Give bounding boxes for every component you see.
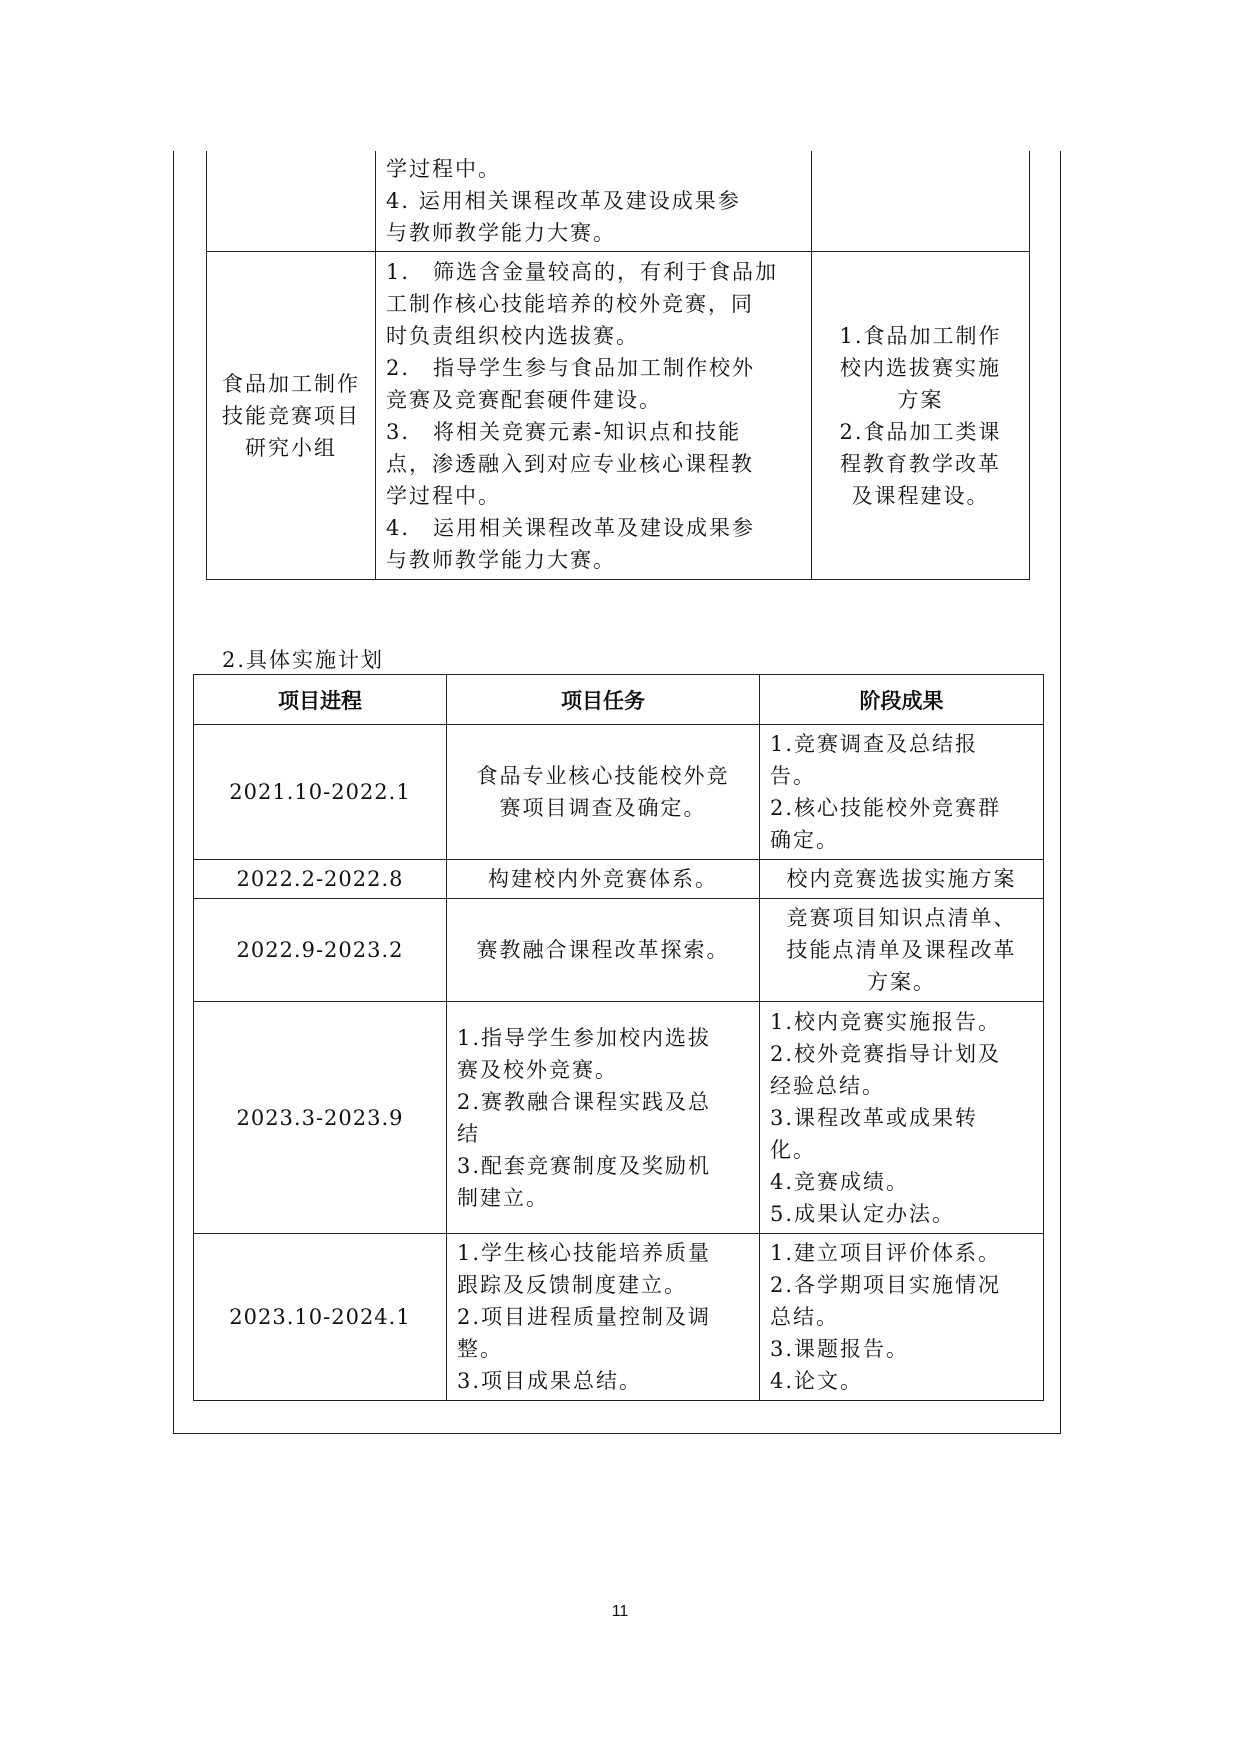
text-line: 1.校内竞赛实施报告。 — [770, 1009, 1002, 1034]
text-line: 及课程建设。 — [851, 483, 990, 508]
results-cell — [760, 899, 1044, 1002]
text-line: 5.成果认定办法。 — [770, 1201, 956, 1226]
tasks-cell — [447, 1002, 760, 1234]
tasks-cell — [376, 252, 812, 580]
tasks-cell — [376, 151, 812, 252]
text-line: 2.赛教融合课程实践及总 — [457, 1089, 712, 1114]
text-line: 赛项目调查及确定。 — [499, 796, 707, 820]
period-cell: 2023.3-2023.9 — [194, 1002, 447, 1234]
header-period: 项目进程 — [194, 675, 447, 725]
group-cell — [207, 252, 376, 580]
text-line: 1.指导学生参加校内选拔 — [457, 1025, 712, 1050]
text-line: 化。 — [770, 1137, 816, 1162]
text-line: 点，渗透融入到对应专业核心课程教 — [386, 451, 754, 476]
results-cell — [760, 1002, 1044, 1234]
text-line: 工制作核心技能培养的校外竞赛，同 — [386, 291, 754, 316]
text-line: 2.食品加工类课 — [839, 419, 1002, 444]
text-line: 程教育教学改革 — [840, 451, 1001, 476]
text-line: 1. 筛选含金量较高的，有利于食品加 — [386, 259, 779, 284]
text-line: 2.各学期项目实施情况 — [770, 1273, 1002, 1297]
text-line: 3.课题报告。 — [770, 1337, 910, 1361]
header-row — [194, 675, 1044, 725]
text-line: 食品专业核心技能校外竞 — [476, 764, 730, 788]
table-row — [194, 899, 1044, 1002]
header-tasks: 项目任务 — [447, 675, 760, 725]
text-line: 3.课程改革或成果转 — [770, 1105, 979, 1130]
text-line: 1.学生核心技能培养质量 — [457, 1241, 712, 1265]
period-cell: 2023.10-2024.1 — [194, 1234, 447, 1401]
group-name: 食品加工制作技能竞赛项目研究小组 — [222, 371, 360, 460]
text-line: 竞赛及竞赛配套硬件建设。 — [386, 387, 662, 412]
text-line: 经验总结。 — [770, 1073, 885, 1098]
text-line: 构建校内外竞赛体系。 — [488, 867, 718, 891]
text-line: 4.竞赛成绩。 — [770, 1169, 910, 1194]
text-line: 2.校外竞赛指导计划及 — [770, 1041, 1002, 1066]
text-line: 4. 运用相关课程改革及建设成果参 — [386, 189, 741, 213]
text-line: 总结。 — [770, 1305, 839, 1329]
text-line: 时负责组织校内选拔赛。 — [386, 323, 639, 348]
text-line: 4.论文。 — [770, 1369, 864, 1393]
text-line: 方案 — [897, 387, 944, 412]
text-line: 校内竞赛选拔实施方案 — [786, 867, 1017, 891]
tasks-cell — [447, 1234, 760, 1401]
text-line: 1.建立项目评价体系。 — [770, 1241, 1002, 1265]
text-line: 2. 指导学生参与食品加工制作校外 — [386, 355, 756, 380]
text-line: 校内选拔赛实施 — [840, 355, 1001, 380]
text-line: 1.竞赛调查及总结报 — [770, 732, 979, 756]
header-results: 阶段成果 — [760, 675, 1044, 725]
text-line: 2.项目进程质量控制及调 — [457, 1305, 712, 1329]
text-line: 赛教融合课程改革探索。 — [476, 938, 730, 962]
implementation-plan-table — [193, 674, 1044, 1401]
text-line: 确定。 — [770, 828, 839, 852]
period-cell: 2022.9-2023.2 — [194, 899, 447, 1002]
results-cell — [760, 1234, 1044, 1401]
text-line: 制建立。 — [457, 1185, 549, 1210]
text-line: 方案。 — [867, 970, 936, 994]
text-line: 结 — [457, 1121, 480, 1146]
text-line: 与教师教学能力大赛。 — [386, 221, 616, 245]
table-row — [207, 252, 1030, 580]
tasks-cell — [447, 899, 760, 1002]
text-line: 学过程中。 — [386, 483, 501, 508]
period-cell: 2022.2-2022.8 — [194, 860, 447, 899]
table-row — [194, 725, 1044, 860]
research-group-table — [206, 151, 1030, 580]
text-line: 2.核心技能校外竞赛群 — [770, 796, 1002, 820]
text-line: 3.配套竞赛制度及奖励机 — [457, 1153, 712, 1178]
text-line: 告。 — [770, 764, 816, 788]
tasks-cell — [447, 725, 760, 860]
text-line: 技能点清单及课程改革 — [786, 938, 1017, 962]
results-cell — [812, 252, 1030, 580]
table-row — [194, 1002, 1044, 1234]
results-cell — [760, 860, 1044, 899]
text-line: 与教师教学能力大赛。 — [386, 547, 616, 572]
table-row — [194, 860, 1044, 899]
text-line: 整。 — [457, 1337, 503, 1361]
section-title: 2.具体实施计划 — [222, 648, 385, 672]
text-line: 1.食品加工制作 — [839, 323, 1002, 348]
text-line: 学过程中。 — [386, 157, 501, 181]
tasks-cell — [447, 860, 760, 899]
text-line: 跟踪及反馈制度建立。 — [457, 1273, 687, 1297]
table-row — [194, 1234, 1044, 1401]
text-line: 3. 将相关竞赛元素-知识点和技能 — [386, 419, 742, 444]
text-line: 3.项目成果总结。 — [457, 1369, 643, 1393]
group-cell — [207, 151, 376, 252]
results-cell — [812, 151, 1030, 252]
period-cell: 2021.10-2022.1 — [194, 725, 447, 860]
table-row — [207, 151, 1030, 252]
results-cell — [760, 725, 1044, 860]
page-number: 11 — [611, 1603, 629, 1620]
text-line: 4. 运用相关课程改革及建设成果参 — [386, 515, 756, 540]
text-line: 赛及校外竞赛。 — [457, 1057, 618, 1082]
text-line: 竞赛项目知识点清单、 — [786, 906, 1017, 930]
